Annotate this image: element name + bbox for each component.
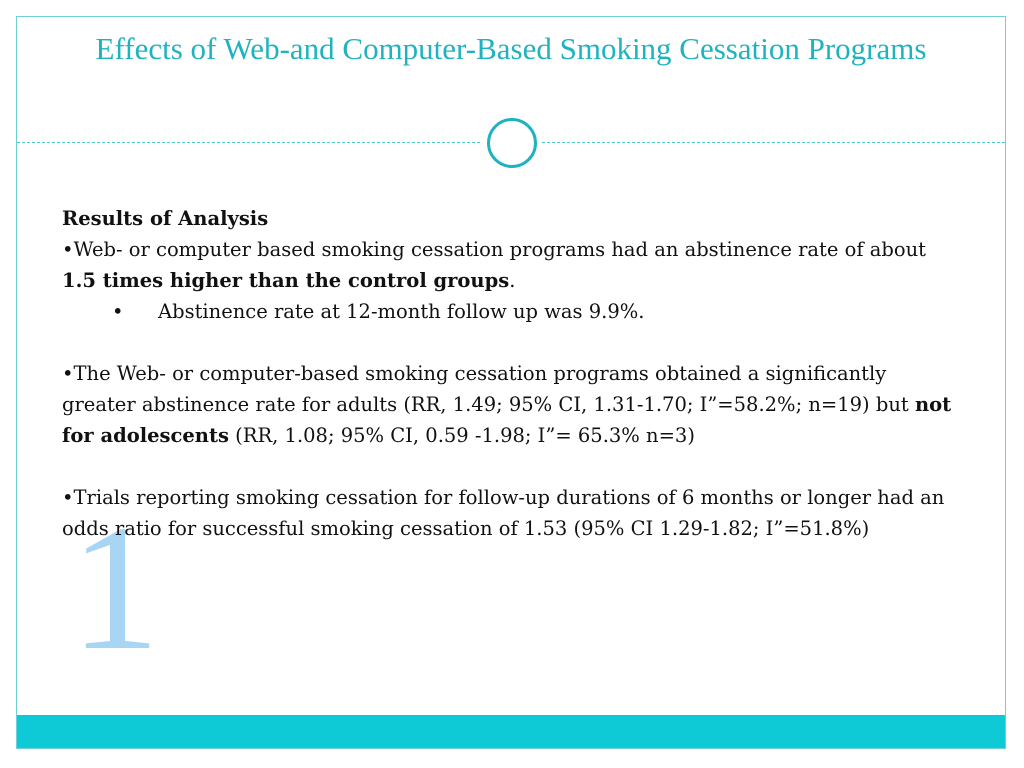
section-heading: Results of Analysis <box>62 207 269 230</box>
sub-bullet-1: • Abstinence rate at 12-month follow up was 9.9%. <box>62 296 962 327</box>
footer-bar <box>17 715 1005 748</box>
bullet-2: •The Web- or computer-based smoking cessation programs obtained a significantly greater abstinence rate for adults (RR, 1.49; 95% CI, 1.31-1.70; I”=58.2%; n=19) but not for adolescents (RR, 1.08; 95% CI, 0.59 -1.98; I”= 65.3% n=3) <box>62 362 952 447</box>
bullet-3: •Trials reporting smoking cessation for follow-up durations of 6 months or longer had an odds ratio for successful smoking cessation of 1.53 (95% CI 1.29-1.82; I”=51.8%) <box>62 486 945 540</box>
slide-content <box>62 203 962 544</box>
bullet-1: •Web- or computer based smoking cessation programs had an abstinence rate of about 1.5 times higher than the control groups. <box>62 238 926 292</box>
sub-bullet-marker: • <box>112 300 124 323</box>
circle-ornament-icon <box>487 118 537 168</box>
slide-number: 1 <box>70 488 160 687</box>
slide-title: Effects of Web-and Computer-Based Smoking Cessation Programs <box>95 31 927 66</box>
